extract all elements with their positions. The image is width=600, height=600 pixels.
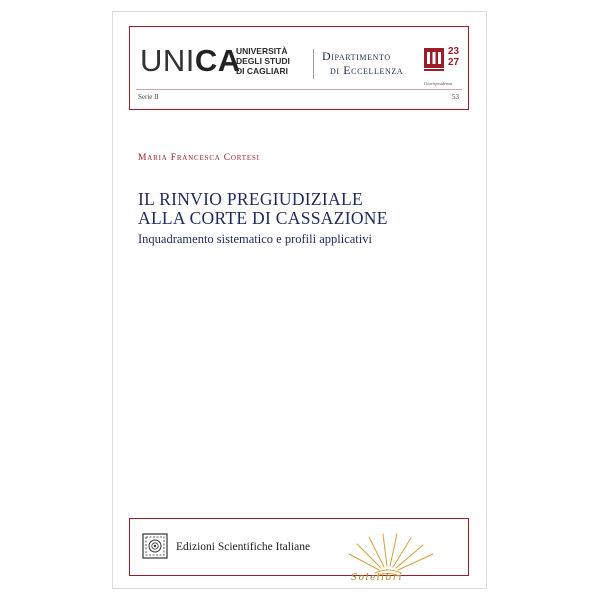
esi-emblem-icon [142, 533, 168, 559]
volume-number: 53 [452, 93, 459, 101]
university-name [236, 46, 290, 76]
header-rule [136, 89, 462, 90]
department-building-icon [424, 48, 444, 74]
header-box [129, 26, 469, 110]
university-line-3: DI CAGLIARI [236, 66, 288, 76]
department-line-2: di Eccellenza [330, 63, 404, 77]
book-cover [112, 11, 487, 589]
unica-logo-uni: UNI [140, 43, 195, 78]
university-line-1: UNIVERSITÀ [236, 46, 288, 56]
title-line-2: ALLA CORTE DI CASSAZIONE [138, 208, 388, 228]
years-end: 27 [448, 57, 460, 68]
department-name [322, 49, 403, 77]
unica-logo-ca: CA [194, 43, 241, 78]
unica-logo [140, 45, 241, 76]
department-note: Giurisprudenza [424, 81, 453, 86]
years-start: 23 [448, 46, 460, 57]
book-subtitle: Inquadramento sistematico e profili applicativi [138, 232, 372, 246]
title-line-1: IL RINVIO PREGIUDIZIALE [138, 189, 363, 209]
department-years [448, 46, 459, 68]
series-label: Serie II [138, 93, 159, 101]
imprint-name: Solelibri [351, 573, 403, 583]
department-line-1: Dipartimento [322, 49, 391, 63]
university-line-2: DEGLI STUDI [236, 56, 290, 66]
header-divider [313, 49, 314, 79]
publisher-name: Edizioni Scientifiche Italiane [176, 541, 311, 553]
author-name: Maria Francesca Cortesi [138, 153, 260, 163]
book-title [138, 190, 388, 228]
